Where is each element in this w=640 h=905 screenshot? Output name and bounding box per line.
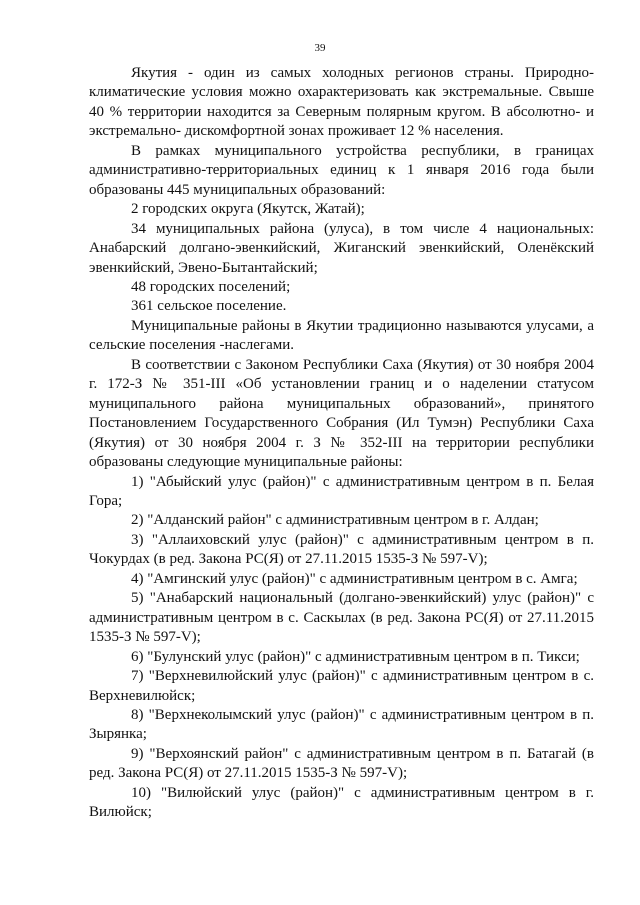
district-item-5: 5) "Анабарский национальный (долгано-эвенкийский) улус (район)" с административным центром в с. Саскылах (в ред. Закона РС(Я) от 27.11.2015 1535-З № 597-V); [89, 590, 594, 646]
page-number: 39 [314, 42, 326, 54]
list-item-urban-settlements: 48 городских поселений; [131, 278, 291, 295]
paragraph-intro: Якутия - один из самых холодных регионов страны. Природно-климатические условия можно охарактеризовать как экстремальные. Свыше 40 % территории находится за Северным полярным кругом. В абсолютно- и экстремально- дискомфортной зонах проживает 12 % населения. [89, 65, 594, 140]
district-item-10: 10) "Вилюйский улус (район)" с административным центром в г. Вилюйск; [89, 784, 594, 821]
district-item-3: 3) "Аллаиховский улус (район)" с административным центром в п. Чокурдах (в ред. Закона РС(Я) от 27.11.2015 1535-З № 597-V); [89, 531, 594, 568]
district-item-2: 2) "Алданский район" с административным центром в г. Алдан; [131, 512, 539, 529]
district-item-7: 7) "Верхневилюйский улус (район)" с административным центром в с. Верхневилюйск; [89, 668, 594, 704]
district-item-1: 1) "Абыйский улус (район)" с административным центром в п. Белая Гора; [89, 473, 594, 509]
district-item-8: 8) "Верхнеколымский улус (район)" с административным центром в п. Зырянка; [89, 706, 594, 743]
district-item-9: 9) "Верхоянский район" с административным центром в п. Батагай (в ред. Закона РС(Я) от 27.11.2015 1535-З № 597-V); [89, 745, 594, 782]
list-item-rural-settlements: 361 сельское поселение. [131, 298, 287, 315]
district-item-6: 6) "Булунский улус (район)" с административным центром в п. Тикси; [131, 648, 580, 665]
paragraph-ulus-naming: Муниципальные районы в Якутии традиционно называются улусами, а сельские поселения -наслегами. [89, 317, 594, 354]
district-item-4: 4) "Амгинский улус (район)" с административным центром в с. Амга; [131, 570, 578, 587]
document-body [89, 64, 594, 823]
list-item-urban-districts: 2 городских округа (Якутск, Жатай); [131, 201, 365, 218]
paragraph-law-reference: В соответствии с Законом Республики Саха (Якутия) от 30 ноября 2004 г. 172-З № 351-III «Об установлении границ и о наделении статусом муниципального района муниципальных образований», принятого Постановлением Государственного Собрания (Ил Тумэн) Республики Саха (Якутия) от 30 ноября 2004 г. З № 352-III на территории республики образованы следующие муниципальные районы: [89, 356, 594, 471]
paragraph-municipal-structure: В рамках муниципального устройства республики, в границах административно-территориальных единиц к 1 января 2016 года были образованы 445 муниципальных образований: [89, 142, 594, 198]
list-item-municipal-districts: 34 муниципальных района (улуса), в том числе 4 национальных: Анабарский долгано-эвенкийский, Жиганский эвенкийский, Оленёкский эвенкийский, Эвено-Бытантайский; [89, 220, 594, 276]
